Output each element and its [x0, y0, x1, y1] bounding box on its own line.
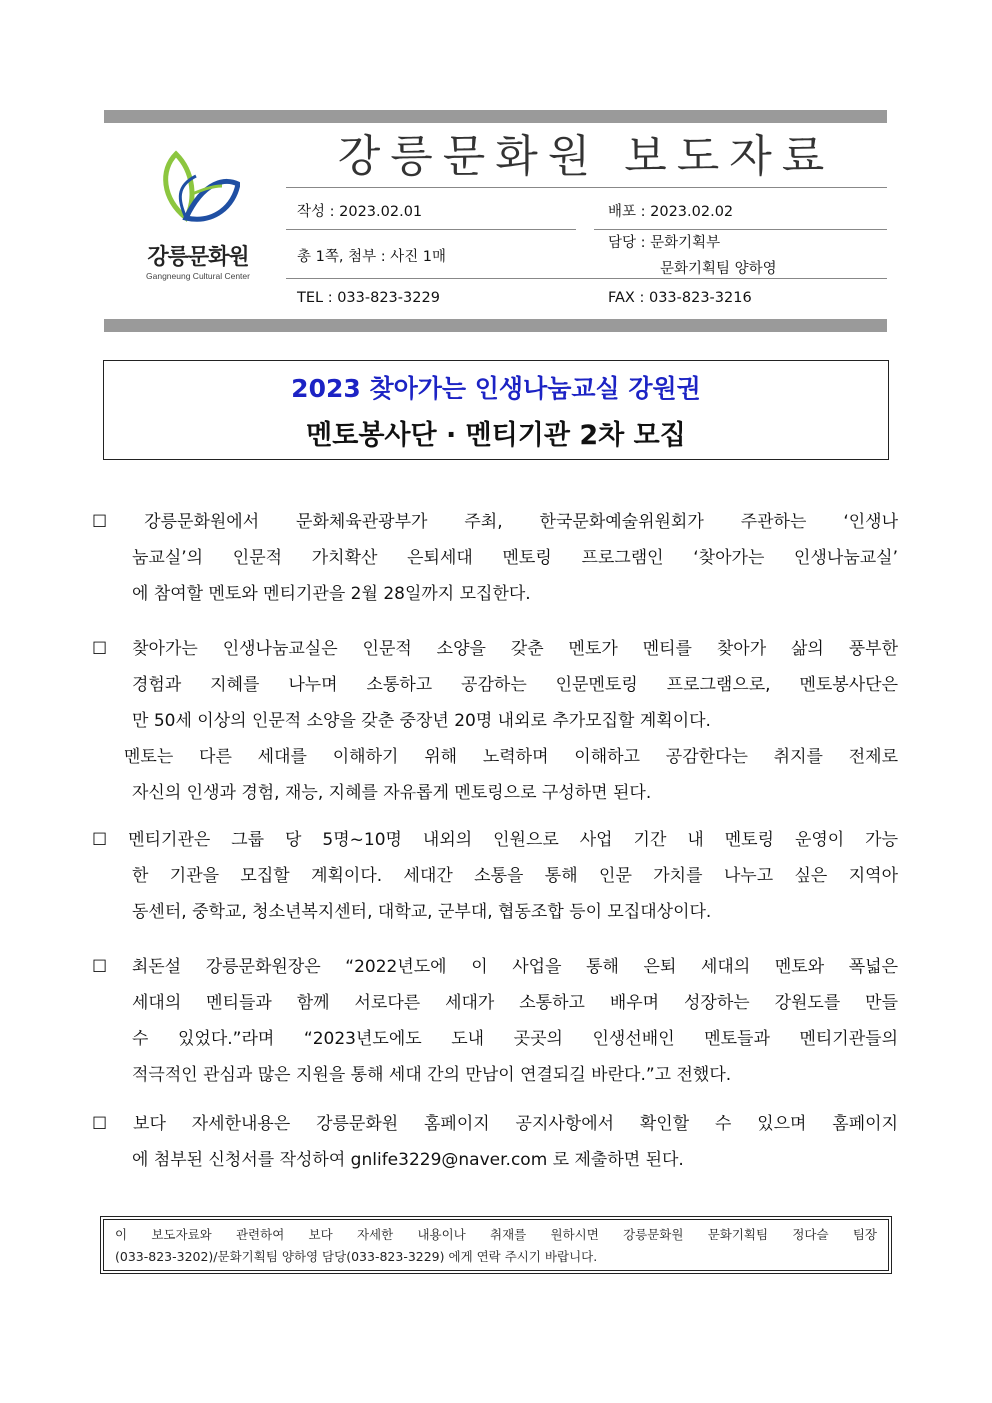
headline-line-1: 2023 찾아가는 인생나눔교실 강원권: [291, 374, 701, 403]
leaf-logo-icon: [156, 150, 240, 230]
paragraph-line: 눔교실’의 인문적 가치확산 은퇴세대 멘토링 프로그램인 ‘찾아가는 인생나눔교실’: [132, 548, 898, 568]
written-date: 작성 : 2023.02.01: [297, 204, 423, 220]
contact-department: 담당 : 문화기획부: [608, 235, 721, 251]
organization-logo: [118, 150, 278, 290]
paragraph-3: [92, 822, 898, 930]
paragraph-line: ☐ 최돈설 강릉문화원장은 “2022년도에 이 사업을 통해 은퇴 세대의 멘토와 폭넓은: [92, 957, 898, 977]
paragraph-5: [92, 1106, 898, 1178]
paragraph-2: [92, 631, 898, 811]
page-count: 총 1쪽, 첨부 : 사진 1매: [297, 249, 447, 265]
paragraph-line: 동센터, 중학교, 청소년복지센터, 대학교, 군부대, 협동조합 등이 모집대상이다.: [132, 902, 712, 922]
paragraph-line: ☐ 보다 자세한내용은 강릉문화원 홈페이지 공지사항에서 확인할 수 있으며 홈페이지: [92, 1114, 898, 1134]
header-divider: [594, 229, 887, 230]
distributed-date: 배포 : 2023.02.02: [608, 204, 734, 220]
paragraph-1: [92, 504, 898, 612]
document-title: 강릉문화원 보도자료: [337, 131, 835, 182]
paragraph-line: 세대의 멘티들과 함께 서로다른 세대가 소통하고 배우며 성장하는 강원도를 만들: [132, 993, 898, 1013]
fax-number: FAX : 033-823-3216: [608, 290, 752, 306]
footer-line-2: (033-823-3202)/문화기획팀 양하영 담당(033-823-3229) 에게 연락 주시기 바랍니다.: [115, 1249, 598, 1264]
headline-line-2: 멘토봉사단 · 멘티기관 2차 모집: [306, 420, 686, 451]
header-bottom-bar: [104, 319, 887, 332]
paragraph-line: ☐ 멘티기관은 그룹 당 5명~10명 내외의 인원으로 사업 기간 내 멘토링 운영이 가능: [92, 830, 898, 850]
header-divider: [286, 187, 887, 188]
paragraph-line: 에 첨부된 신청서를 작성하여 gnlife3229@naver.com 로 제출하면 된다.: [132, 1150, 684, 1170]
contact-person: 문화기획팀 양하영: [660, 261, 777, 277]
paragraph-line: 만 50세 이상의 인문적 소양을 갖춘 중장년 20명 내외로 추가모집할 계획이다.: [132, 711, 711, 731]
paragraph-line: ☐ 강릉문화원에서 문화체육관광부가 주최, 한국문화예술위원회가 주관하는 ‘인생나: [92, 512, 898, 532]
paragraph-line: 에 참여할 멘토와 멘티기관을 2월 28일까지 모집한다.: [132, 584, 531, 604]
logo-name: 강릉문화원: [147, 245, 249, 270]
headline-box: [103, 360, 889, 460]
paragraph-line: 한 기관을 모집할 계획이다. 세대간 소통을 통해 인문 가치를 나누고 싶은 지역아: [132, 866, 898, 886]
footer-line-1: 이 보도자료와 관련하여 보다 자세한 내용이나 취재를 원하시면 강릉문화원 문화기획팀 정다슬 팀장: [115, 1227, 877, 1242]
paragraph-line: ☐ 찾아가는 인생나눔교실은 인문적 소양을 갖춘 멘토가 멘티를 찾아가 삶의 풍부한: [92, 639, 898, 659]
paragraph-line: 수 있었다.”라며 “2023년도에도 도내 곳곳의 인생선배인 멘토들과 멘티기관들의: [132, 1029, 898, 1049]
header-divider: [286, 278, 887, 279]
paragraph-line: 적극적인 관심과 많은 지원을 통해 세대 간의 만남이 연결되길 바란다.”고 전했다.: [132, 1065, 732, 1085]
paragraph-4: [92, 949, 898, 1093]
paragraph-line: 자신의 인생과 경험, 재능, 지혜를 자유롭게 멘토링으로 구성하면 된다.: [132, 783, 652, 803]
header-divider: [286, 229, 576, 230]
tel-number: TEL : 033-823-3229: [297, 290, 440, 306]
paragraph-line: 멘토는 다른 세대를 이해하기 위해 노력하며 이해하고 공감한다는 취지를 전제로: [124, 747, 898, 767]
footer-contact-box: [100, 1216, 892, 1274]
logo-subtitle: Gangneung Cultural Center: [146, 271, 250, 281]
paragraph-line: 경험과 지혜를 나누며 소통하고 공감하는 인문멘토링 프로그램으로, 멘토봉사단은: [132, 675, 898, 695]
